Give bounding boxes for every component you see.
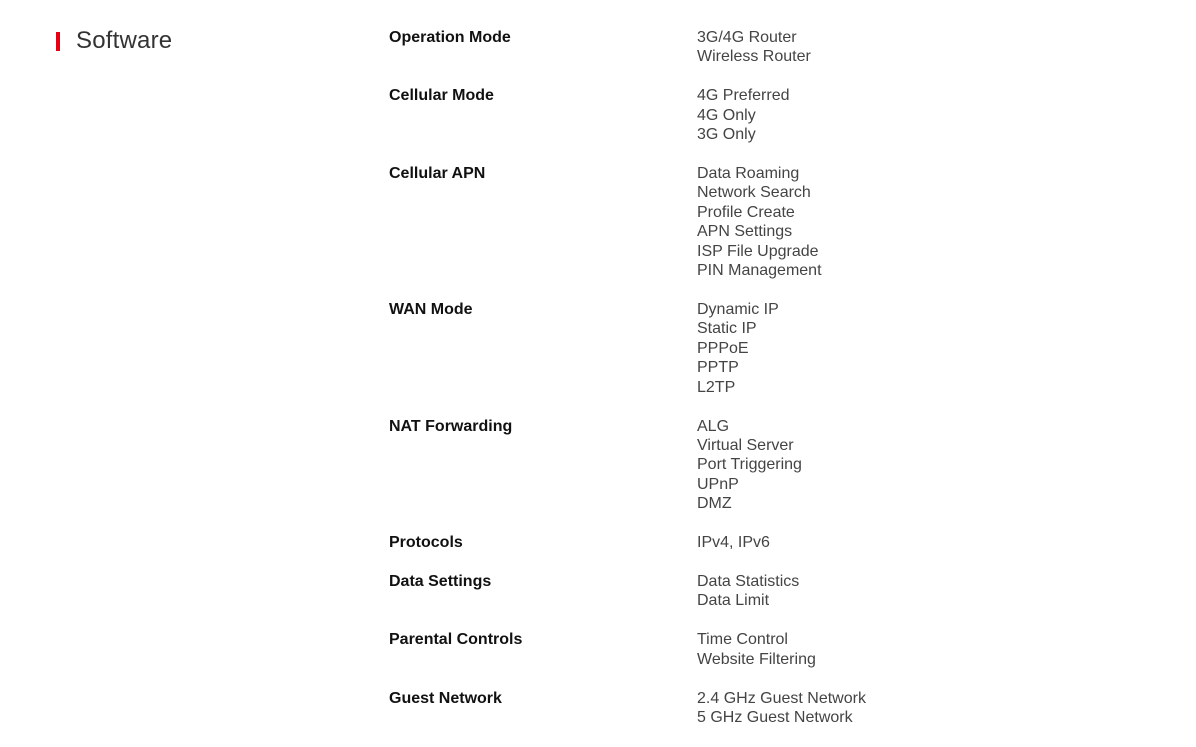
spec-value: Port Triggering [697, 456, 802, 474]
spec-value: 5 GHz Guest Network [697, 708, 853, 726]
spec-label: Parental Controls [389, 631, 523, 649]
spec-value: Data Statistics [697, 572, 800, 590]
spec-value: Profile Create [697, 203, 795, 221]
spec-values [697, 533, 770, 552]
spec-label: Data Settings [389, 572, 492, 590]
spec-label: WAN Mode [389, 300, 473, 318]
spec-row [389, 689, 1169, 728]
spec-values [697, 689, 866, 728]
spec-value: Dynamic IP [697, 300, 779, 318]
spec-value: 3G/4G Router [697, 29, 797, 46]
spec-value: 2.4 GHz Guest Network [697, 689, 866, 707]
spec-values [697, 164, 822, 280]
spec-value: 3G Only [697, 126, 756, 144]
spec-values [697, 300, 779, 397]
spec-value: L2TP [697, 378, 736, 396]
section-header [56, 27, 172, 55]
spec-label: Guest Network [389, 689, 502, 707]
spec-list [389, 28, 1169, 747]
spec-label: Cellular Mode [389, 87, 494, 105]
spec-row [389, 28, 1169, 67]
spec-row [389, 533, 1169, 552]
spec-value: Static IP [697, 320, 757, 338]
spec-value: ALG [697, 417, 730, 435]
spec-value: PPPoE [697, 339, 749, 357]
spec-values [697, 630, 816, 669]
spec-value: Data Limit [697, 592, 770, 610]
spec-value: IPv4, IPv6 [697, 534, 770, 552]
spec-value: 4G Preferred [697, 87, 790, 105]
section-accent-bar [56, 32, 60, 51]
spec-label: NAT Forwarding [389, 417, 513, 435]
spec-label: Operation Mode [389, 29, 511, 46]
spec-value: Network Search [697, 184, 811, 202]
spec-row [389, 300, 1169, 397]
spec-values [697, 86, 789, 144]
spec-values [697, 572, 799, 611]
spec-values [697, 28, 811, 67]
spec-row [389, 164, 1169, 280]
spec-row [389, 630, 1169, 669]
spec-value: APN Settings [697, 223, 793, 241]
spec-value: Wireless Router [697, 48, 811, 66]
spec-value: PPTP [697, 359, 739, 377]
spec-label: Protocols [389, 534, 463, 552]
spec-value: UPnP [697, 475, 739, 493]
spec-value: Data Roaming [697, 165, 800, 183]
spec-value: PIN Management [697, 262, 822, 280]
spec-value: Virtual Server [697, 436, 794, 454]
spec-value: DMZ [697, 495, 732, 513]
spec-value: ISP File Upgrade [697, 242, 819, 260]
spec-value: Website Filtering [697, 650, 816, 668]
spec-row [389, 417, 1169, 514]
spec-value: Time Control [697, 631, 788, 649]
spec-row [389, 86, 1169, 144]
spec-values [697, 417, 802, 514]
spec-value: 4G Only [697, 106, 756, 124]
section-title: Software [76, 27, 173, 54]
spec-label: Cellular APN [389, 165, 486, 183]
spec-row [389, 572, 1169, 611]
